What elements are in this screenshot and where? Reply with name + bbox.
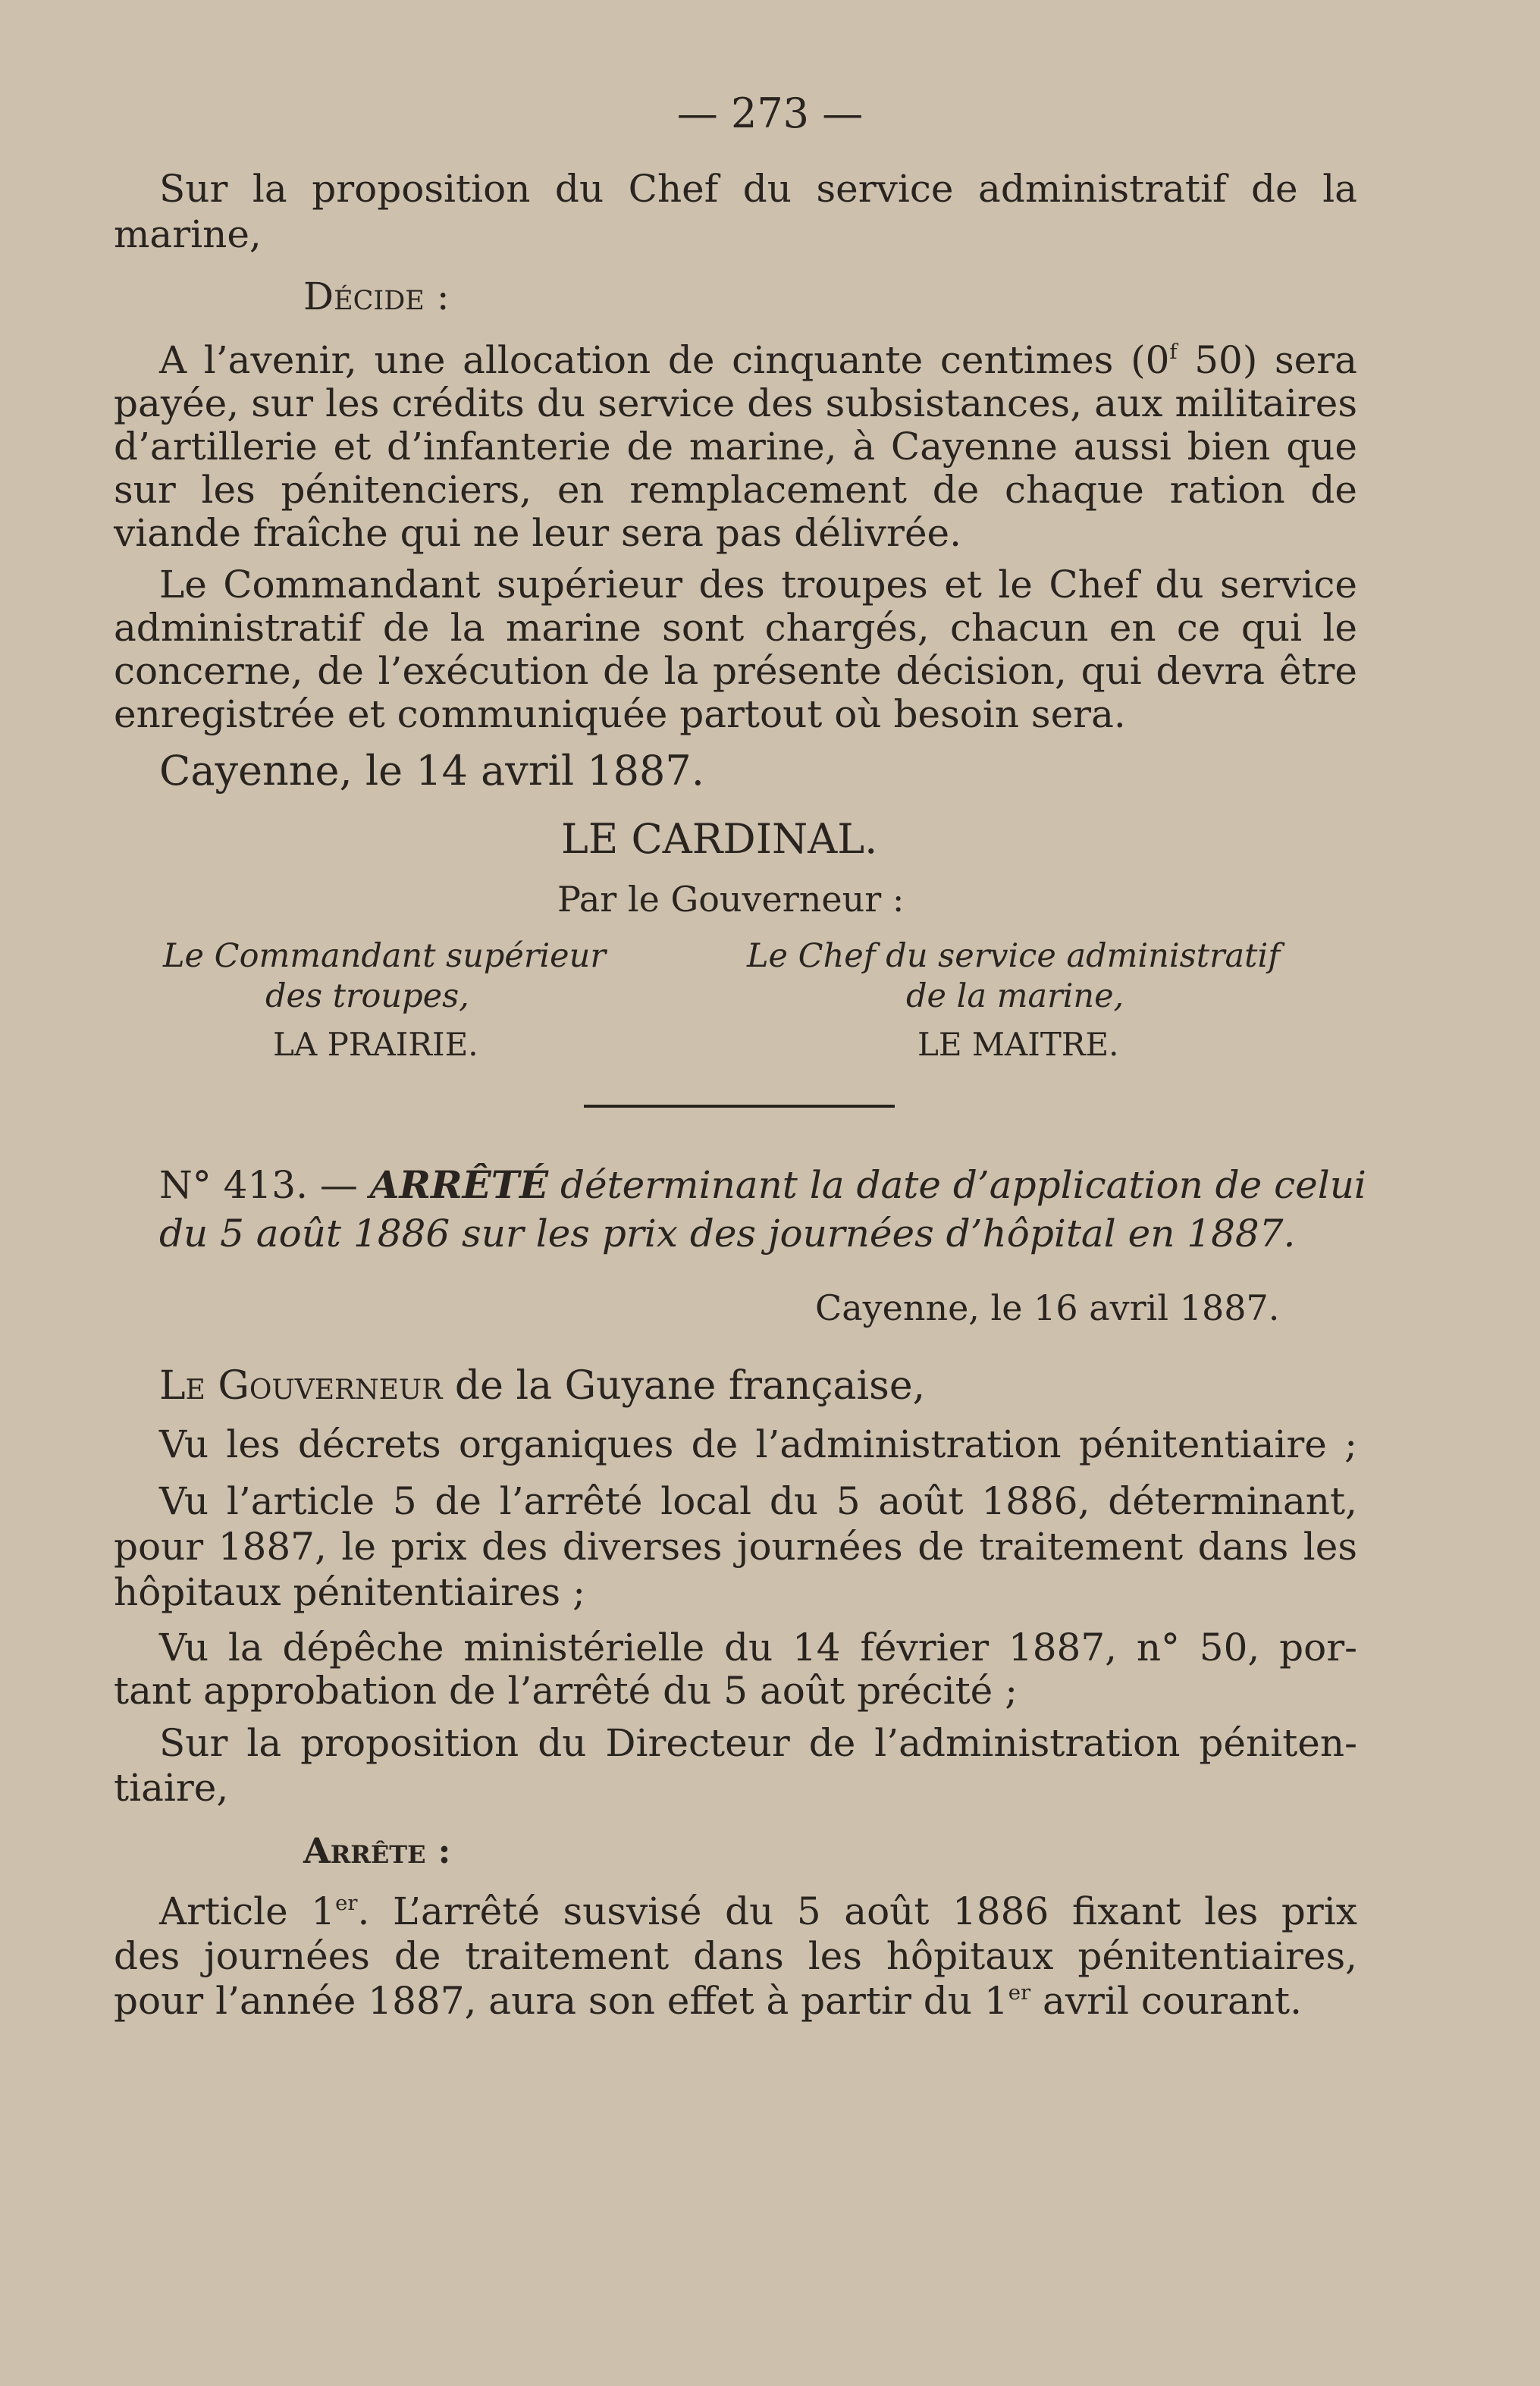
page-number: — 273 — [676, 89, 864, 137]
right-signature-title-2: de la marine, [906, 977, 1124, 1015]
article-1-line-2: des journées de traitement dans les hôpitaux pénitentiaires, [114, 1934, 1357, 1978]
vu-3-line-2: tant approbation de l’arrêté du 5 août précité ; [114, 1669, 1018, 1713]
arrete-heading-line-2: du 5 août 1886 sur les prix des journées d’hôpital en 1887. [159, 1212, 1296, 1256]
para1-line-2: payée, sur les crédits du service des subsistances, aux militaires [114, 381, 1357, 425]
arrete-label: Arrête : [303, 1830, 451, 1871]
proposal-line-1: Sur la proposition du Directeur de l’administration péniten- [159, 1721, 1357, 1765]
by-governor: Par le Gouverneur : [557, 879, 905, 920]
decide-label: Décide : [303, 274, 450, 318]
para1-line-3: d’artillerie et d’infanterie de marine, à Cayenne aussi bien que [114, 425, 1357, 469]
right-signature-title-1: Le Chef du service administratif [747, 937, 1281, 975]
left-signature-name: LA PRAIRIE. [273, 1026, 478, 1063]
para1-line-4: sur les pénitenciers, en remplacement de chaque ration de [114, 468, 1357, 512]
article-1-line-3: pour l’année 1887, aura son effet à partir du 1er avril courant. [114, 1979, 1303, 2023]
decision-date: Cayenne, le 14 avril 1887. [159, 747, 704, 795]
para2-line-1: Le Commandant supérieur des troupes et le Chef du service [159, 563, 1357, 607]
vu-3-line-1: Vu la dépêche ministérielle du 14 février 1887, n° 50, por- [159, 1626, 1357, 1670]
para2-line-3: concerne, de l’exécution de la présente décision, qui devra être [114, 649, 1357, 693]
decision-intro-line-1: Sur la proposition du Chef du service administratif de la [159, 167, 1357, 211]
para1-line-5: viande fraîche qui ne leur sera pas délivrée. [114, 511, 962, 555]
arrete-place-date: Cayenne, le 16 avril 1887. [815, 1287, 1280, 1328]
decision-intro-line-2: marine, [114, 212, 262, 256]
para1-line-1: A l’avenir, une allocation de cinquante centimes (0$^f$ 50) sera [159, 338, 1357, 382]
signatory: LE CARDINAL. [561, 815, 878, 863]
para2-line-4: enregistrée et communiquée partout où besoin sera. [114, 692, 1126, 736]
governor-line: Le Gouverneur de la Guyane française, [159, 1363, 926, 1409]
vu-1: Vu les décrets organiques de l’administration pénitentiaire ; [159, 1422, 1357, 1466]
vu-2-line-3: hôpitaux pénitentiaires ; [114, 1570, 585, 1614]
right-signature-name: LE MAITRE. [917, 1026, 1119, 1063]
para2-line-2: administratif de la marine sont chargés, chacun en ce qui le [114, 606, 1357, 650]
vu-2-line-1: Vu l’article 5 de l’arrêté local du 5 août 1886, déterminant, [159, 1479, 1357, 1523]
left-signature-title-2: des troupes, [265, 977, 469, 1015]
vu-2-line-2: pour 1887, le prix des diverses journées de traitement dans les [114, 1525, 1357, 1569]
article-1-line-1: Article 1er. L’arrêté susvisé du 5 août 1886 fixant les prix [159, 1889, 1357, 1933]
left-signature-title-1: Le Commandant supérieur [163, 937, 606, 975]
proposal-line-2: tiaire, [114, 1766, 229, 1810]
section-divider [584, 1105, 895, 1108]
arrete-heading-line-1: N° 413. — ARRÊTÉ déterminant la date d’application de celui [159, 1162, 1366, 1207]
